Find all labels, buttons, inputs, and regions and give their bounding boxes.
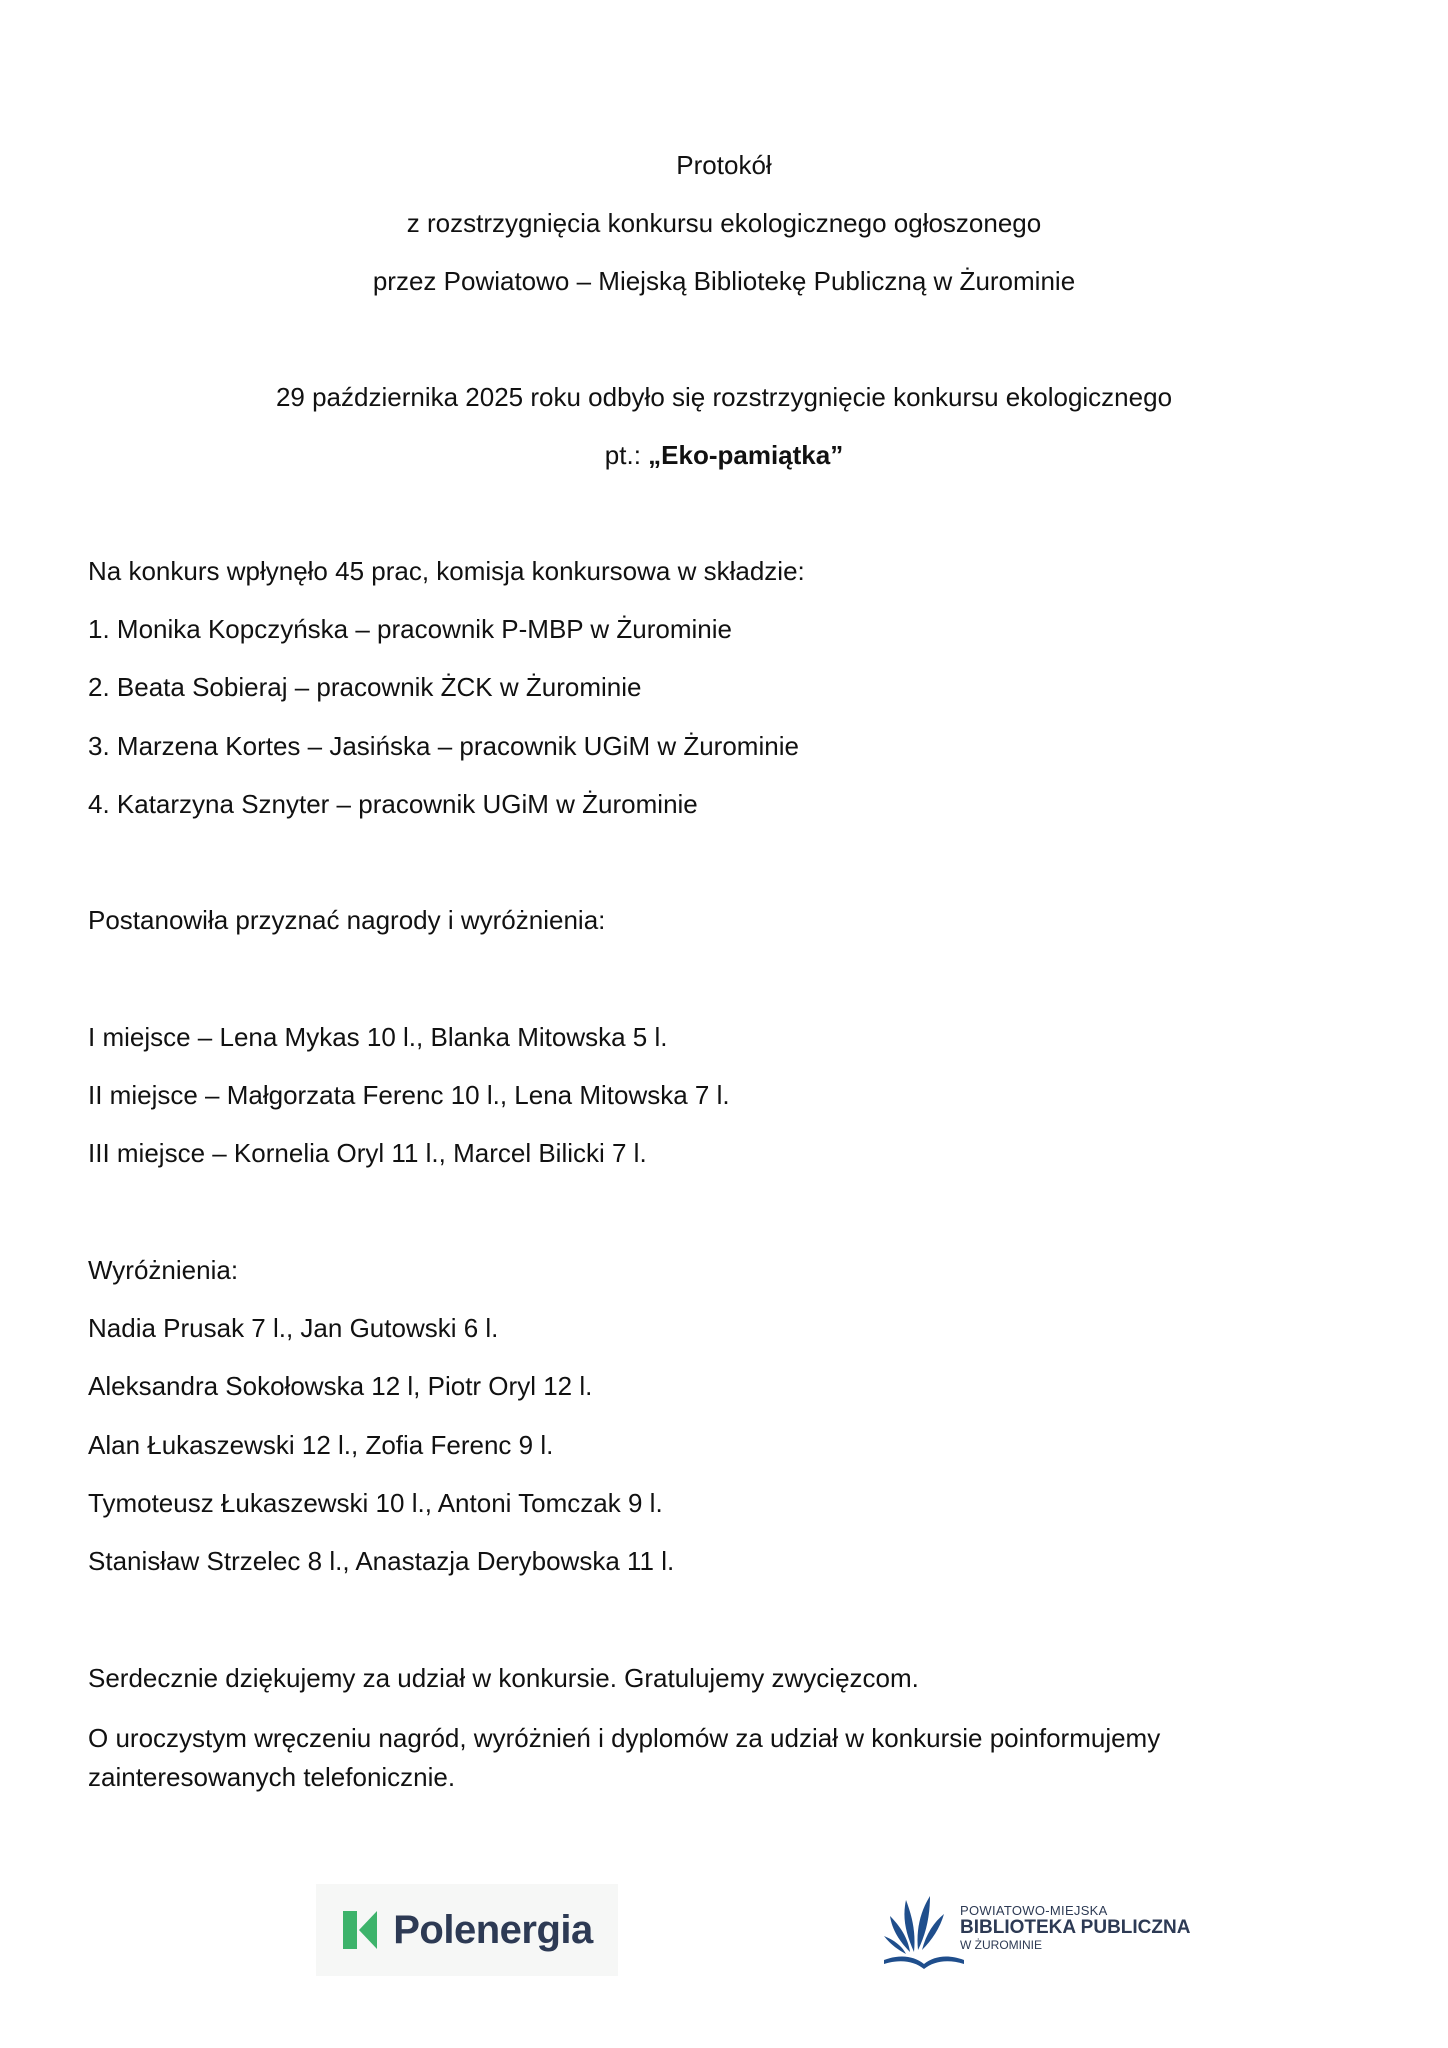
committee-member: 4. Katarzyna Sznyter – pracownik UGiM w Żurominie (88, 789, 698, 819)
prize-third: III miejsce – Kornelia Oryl 11 l., Marcel Bilicki 7 l. (88, 1138, 647, 1168)
closing-thanks: Serdecznie dziękujemy za udział w konkursie. Gratulujemy zwycięzcom. (88, 1663, 919, 1693)
distinction-item: Alan Łukaszewski 12 l., Zofia Ferenc 9 l. (88, 1430, 554, 1460)
intro-line2 (0, 438, 1448, 472)
library-name-line3: W ŻUROMINIE (960, 1938, 1042, 1953)
polenergia-mark-icon (341, 1907, 385, 1953)
committee-member: 1. Monika Kopczyńska – pracownik P-MBP w Żurominie (88, 614, 732, 644)
distinction-item: Nadia Prusak 7 l., Jan Gutowski 6 l. (88, 1313, 499, 1343)
polenergia-wordmark: Polenergia (393, 1907, 593, 1952)
distinction-item: Tymoteusz Łukaszewski 10 l., Antoni Tomczak 9 l. (88, 1488, 663, 1518)
document-subtitle-line1: z rozstrzygnięcia konkursu ekologicznego ogłoszonego (406, 208, 1042, 238)
intro-prefix: pt.: (604, 440, 649, 470)
committee-member: 2. Beata Sobieraj – pracownik ŻCK w Żurominie (88, 672, 642, 702)
distinction-item: Stanisław Strzelec 8 l., Anastazja Derybowska 11 l. (88, 1546, 675, 1576)
library-name-line1: POWIATOWO-MIEJSKA (960, 1903, 1108, 1918)
book-leaves-icon (880, 1886, 968, 1976)
committee-member: 3. Marzena Kortes – Jasińska – pracownik UGiM w Żurominie (88, 731, 799, 761)
polenergia-logo (316, 1884, 618, 1976)
library-name-line2: BIBLIOTEKA PUBLICZNA (960, 1917, 1191, 1939)
document-subtitle-line2: przez Powiatowo – Miejską Bibliotekę Publiczną w Żurominie (372, 266, 1076, 296)
intro-line1: 29 października 2025 roku odbyło się rozstrzygnięcie konkursu ekologicznego (275, 382, 1173, 412)
prize-first: I miejsce – Lena Mykas 10 l., Blanka Mitowska 5 l. (88, 1022, 668, 1052)
closing-info: O uroczystym wręczeniu nagród, wyróżnień i dyplomów za udział w konkursie poinformujemy zainteresowanych telefonicznie. (88, 1723, 1161, 1792)
document-title: Protokół (676, 150, 772, 180)
library-name (960, 1904, 1190, 1952)
committee-heading: Na konkurs wpłynęło 45 prac, komisja konkursowa w składzie: (88, 556, 805, 586)
contest-title: „Eko-pamiątka” (648, 440, 844, 470)
decision-heading: Postanowiła przyznać nagrody i wyróżnienia: (88, 905, 606, 935)
distinction-item: Aleksandra Sokołowska 12 l, Piotr Oryl 12 l. (88, 1371, 593, 1401)
prize-second: II miejsce – Małgorzata Ferenc 10 l., Lena Mitowska 7 l. (88, 1080, 730, 1110)
distinctions-heading: Wyróżnienia: (88, 1255, 239, 1285)
library-logo (880, 1886, 1220, 1976)
